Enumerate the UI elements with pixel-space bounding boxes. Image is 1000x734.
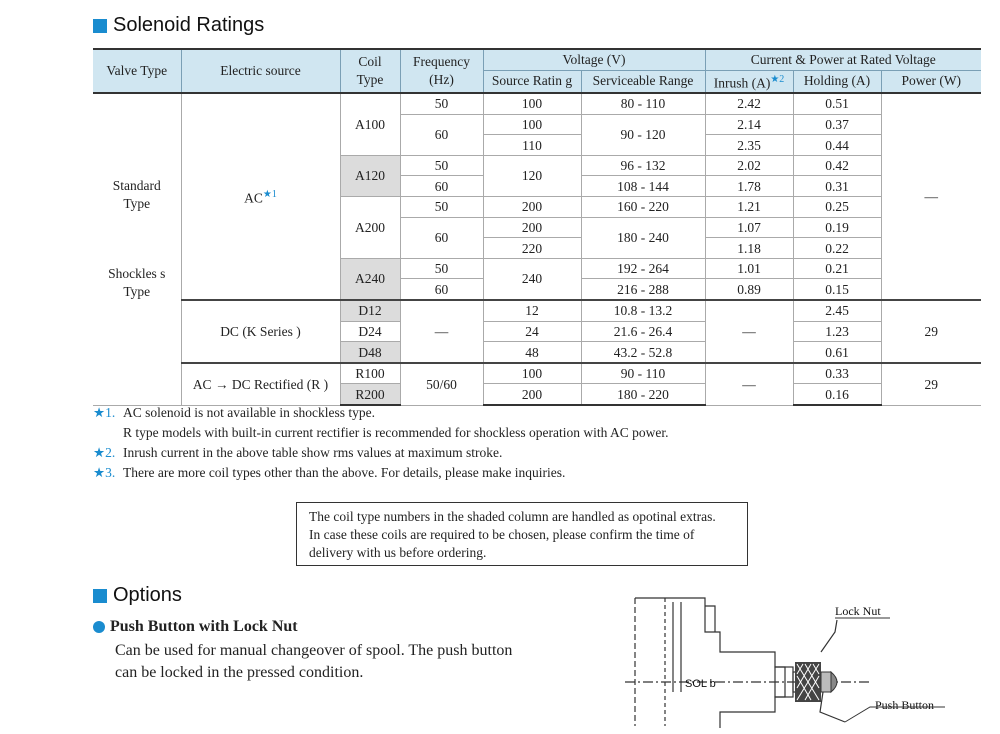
coil-cell: A100	[340, 93, 400, 155]
source-ac: $AC^{★1}$	[181, 93, 340, 300]
holding-cell: 0.15	[793, 279, 881, 300]
hdr-electric-source: Electric source	[181, 49, 340, 93]
inrush-cell: 1.78	[705, 176, 793, 197]
coil-cell: D24	[340, 321, 400, 342]
footnotes	[93, 403, 669, 483]
coil-cell-shaded: A120	[340, 155, 400, 196]
footnote: ★2. Inrush current in the above table show rms values at maximum stroke.	[93, 445, 503, 460]
inrush-cell: 1.07	[705, 217, 793, 238]
coil-cell-shaded: D48	[340, 342, 400, 363]
section-square-icon	[93, 589, 107, 603]
range-cell: 180 - 240	[581, 217, 705, 258]
star-icon: ★2	[770, 73, 785, 85]
hdr-source-rating: Source Ratin g	[483, 70, 581, 93]
inrush-cell: 0.89	[705, 279, 793, 300]
inrush-cell: 2.02	[705, 155, 793, 176]
holding-cell: 0.16	[793, 384, 881, 405]
sol-label: SOL b	[685, 678, 716, 690]
source-rating-cell: 200	[483, 197, 581, 218]
push-button-icon	[821, 672, 837, 692]
freq-cell: 50/60	[400, 363, 483, 405]
source-acdc: AC → DC Rectified (R )	[181, 363, 340, 405]
source-rating-cell: 200	[483, 217, 581, 238]
star-icon: ★1	[262, 189, 277, 201]
inrush-cell: 1.01	[705, 258, 793, 279]
holding-cell: 0.22	[793, 238, 881, 259]
option-title: Push Button with Lock Nut	[93, 618, 298, 636]
holding-cell: 2.45	[793, 300, 881, 321]
inrush-cell: 2.14	[705, 114, 793, 135]
power-cell: —	[881, 93, 981, 300]
source-rating-cell: 100	[483, 363, 581, 384]
holding-cell: 0.31	[793, 176, 881, 197]
range-cell: 21.6 - 26.4	[581, 321, 705, 342]
range-cell: 160 - 220	[581, 197, 705, 218]
inrush-cell: —	[705, 363, 793, 405]
source-rating-cell: 120	[483, 155, 581, 196]
holding-cell: 0.33	[793, 363, 881, 384]
freq-cell: 60	[400, 217, 483, 258]
holding-cell: 0.44	[793, 135, 881, 156]
freq-cell: —	[400, 300, 483, 363]
holding-cell: 0.51	[793, 93, 881, 114]
coil-cell: A200	[340, 197, 400, 259]
lock-nut-icon	[795, 662, 821, 702]
freq-cell: 60	[400, 114, 483, 155]
freq-cell: 60	[400, 279, 483, 300]
options-heading: Options	[93, 584, 182, 607]
inrush-cell: 1.18	[705, 238, 793, 259]
bullet-dot-icon	[93, 621, 105, 633]
coil-cell: R100	[340, 363, 400, 384]
solenoid-ratings-heading: Solenoid Ratings	[93, 14, 264, 37]
hdr-holding: Holding (A)	[793, 70, 881, 93]
power-cell: 29	[881, 300, 981, 363]
hdr-power: Power (W)	[881, 70, 981, 93]
holding-cell: 0.25	[793, 197, 881, 218]
range-cell: 80 - 110	[581, 93, 705, 114]
lock-nut-label: Lock Nut	[835, 604, 881, 618]
freq-cell: 50	[400, 258, 483, 279]
footnote: ★3. There are more coil types other than the above. For details, please make inquiries.	[93, 465, 566, 480]
hdr-serviceable-range: Serviceable Range	[581, 70, 705, 93]
hdr-current-power: Current & Power at Rated Voltage	[705, 49, 981, 70]
freq-cell: 50	[400, 197, 483, 218]
source-rating-cell: 12	[483, 300, 581, 321]
option-description: Can be used for manual changeover of spool. The push button can be locked in the pressed condition.	[115, 642, 513, 681]
hdr-frequency: Frequency (Hz)	[400, 49, 483, 93]
range-cell: 96 - 132	[581, 155, 705, 176]
range-cell: 180 - 220	[581, 384, 705, 405]
range-cell: 90 - 120	[581, 114, 705, 155]
source-rating-cell: 100	[483, 93, 581, 114]
shaded-coil-notice: The coil type numbers in the shaded column are handled as opotinal extras. In case these coils are required to be chosen, please confirm the time of delivery with us before ordering.	[296, 502, 748, 566]
hdr-valve-type: Valve Type	[93, 49, 181, 93]
source-rating-cell: 220	[483, 238, 581, 259]
source-dc: DC (K Series )	[181, 300, 340, 363]
source-rating-cell: 48	[483, 342, 581, 363]
coil-cell-shaded: D12	[340, 300, 400, 321]
valve-type-cell: Standard Type Shockles s Type	[93, 93, 181, 405]
hdr-inrush: Inrush $(A)^{★2}$	[705, 70, 793, 93]
inrush-cell: 1.21	[705, 197, 793, 218]
section-square-icon	[93, 19, 107, 33]
range-cell: 43.2 - 52.8	[581, 342, 705, 363]
coil-cell-shaded: A240	[340, 258, 400, 300]
push-button-lock-nut-diagram	[625, 592, 985, 728]
range-cell: 10.8 - 13.2	[581, 300, 705, 321]
power-cell: 29	[881, 363, 981, 405]
source-rating-cell: 100	[483, 114, 581, 135]
source-rating-cell: 110	[483, 135, 581, 156]
inrush-cell: —	[705, 300, 793, 363]
solenoid-ratings-table	[93, 48, 981, 406]
footnote: ★1. AC solenoid is not available in shockless type. R type models with built-in current rectifier is recommended for shockless operation with AC power.	[93, 405, 669, 440]
holding-cell: 0.19	[793, 217, 881, 238]
push-button-label: Push Button	[875, 698, 935, 712]
range-cell: 90 - 110	[581, 363, 705, 384]
holding-cell: 0.42	[793, 155, 881, 176]
freq-cell: 60	[400, 176, 483, 197]
holding-cell: 0.21	[793, 258, 881, 279]
freq-cell: 50	[400, 155, 483, 176]
range-cell: 192 - 264	[581, 258, 705, 279]
holding-cell: 1.23	[793, 321, 881, 342]
hdr-voltage: Voltage (V)	[483, 49, 705, 70]
holding-cell: 0.61	[793, 342, 881, 363]
range-cell: 108 - 144	[581, 176, 705, 197]
coil-cell-shaded: R200	[340, 384, 400, 405]
hdr-coil-type: Coil Type	[340, 49, 400, 93]
source-rating-cell: 24	[483, 321, 581, 342]
source-rating-cell: 200	[483, 384, 581, 405]
inrush-cell: 2.42	[705, 93, 793, 114]
range-cell: 216 - 288	[581, 279, 705, 300]
freq-cell: 50	[400, 93, 483, 114]
holding-cell: 0.37	[793, 114, 881, 135]
inrush-cell: 2.35	[705, 135, 793, 156]
source-rating-cell: 240	[483, 258, 581, 300]
